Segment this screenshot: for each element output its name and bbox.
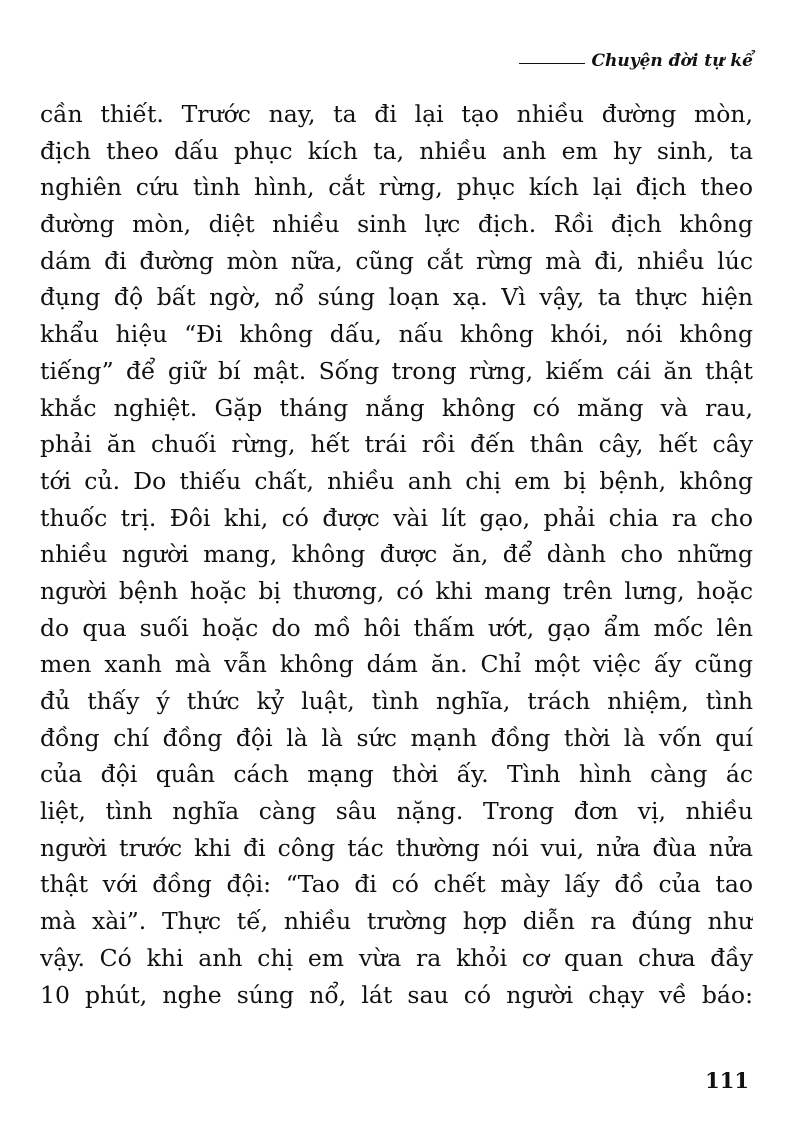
text-line: địch theo dấu phục kích ta, nhiều anh em hy sinh, ta bbox=[40, 136, 753, 165]
text-line: tới củ. Do thiếu chất, nhiều anh chị em bị bệnh, không bbox=[40, 466, 753, 495]
text-line: đồng chí đồng đội là là sức mạnh đồng thời là vốn quí bbox=[40, 723, 753, 752]
text-line: dám đi đường mòn nữa, cũng cắt rừng mà đi, nhiều lúc bbox=[40, 246, 753, 275]
running-title: Chuyện đời tự kể bbox=[591, 51, 753, 71]
text-line: đường mòn, diệt nhiều sinh lực địch. Rồi địch không bbox=[40, 210, 753, 239]
text-line: do qua suối hoặc do mồ hôi thấm ướt, gạo ẩm mốc lên bbox=[40, 613, 753, 642]
text-line: nhiều người mang, không được ăn, để dành cho những bbox=[40, 540, 753, 569]
text-line: 10 phút, nghe súng nổ, lát sau có người chạy về báo: bbox=[40, 980, 753, 1009]
text-line: khẩu hiệu “Đi không dấu, nấu không khói, nói không bbox=[40, 320, 753, 349]
text-line: men xanh mà vẫn không dám ăn. Chỉ một việc ấy cũng bbox=[40, 650, 753, 679]
text-line: thuốc trị. Đôi khi, có được vài lít gạo, phải chia ra cho bbox=[40, 503, 753, 532]
running-header bbox=[519, 40, 753, 70]
text-line: mà xài”. Thực tế, nhiều trường hợp diễn ra đúng như bbox=[40, 907, 753, 936]
text-line: vậy. Có khi anh chị em vừa ra khỏi cơ quan chưa đầy bbox=[40, 943, 753, 972]
text-line: đụng độ bất ngờ, nổ súng loạn xạ. Vì vậy, ta thực hiện bbox=[40, 283, 753, 312]
text-line: người trước khi đi công tác thường nói vui, nửa đùa nửa bbox=[40, 833, 753, 862]
text-line: nghiên cứu tình hình, cắt rừng, phục kích lại địch theo bbox=[40, 173, 753, 202]
text-line: của đội quân cách mạng thời ấy. Tình hình càng ác bbox=[40, 760, 753, 789]
text-line: liệt, tình nghĩa càng sâu nặng. Trong đơn vị, nhiều bbox=[40, 797, 753, 826]
text-line: khắc nghiệt. Gặp tháng nắng không có măng và rau, bbox=[40, 393, 753, 422]
text-line: thật với đồng đội: “Tao đi có chết mày lấy đồ của tao bbox=[40, 870, 753, 899]
text-line: người bệnh hoặc bị thương, có khi mang trên lưng, hoặc bbox=[40, 576, 753, 605]
text-line: tiếng” để giữ bí mật. Sống trong rừng, kiếm cái ăn thật bbox=[40, 356, 753, 385]
body-text bbox=[40, 96, 753, 1013]
text-line: cần thiết. Trước nay, ta đi lại tạo nhiều đường mòn, bbox=[40, 100, 753, 128]
text-line: phải ăn chuối rừng, hết trái rồi đến thân cây, hết cây bbox=[40, 430, 753, 459]
page-number: 111 bbox=[705, 1068, 749, 1093]
text-line: đủ thấy ý thức kỷ luật, tình nghĩa, trách nhiệm, tình bbox=[40, 687, 753, 715]
header-rule bbox=[519, 63, 585, 64]
